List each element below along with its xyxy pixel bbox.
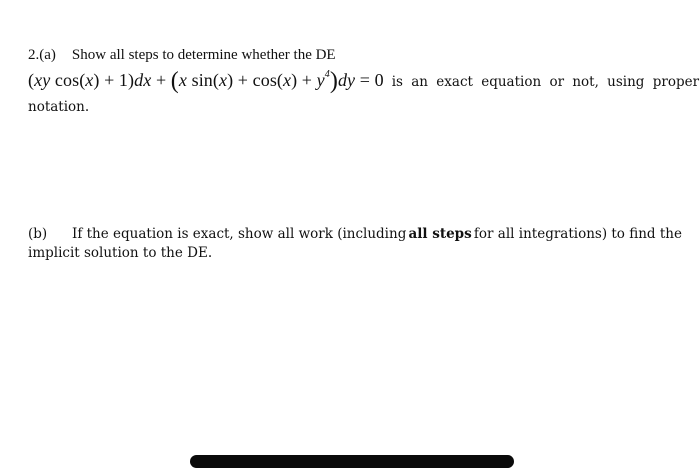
part-a-intro: Show all steps to determine whether the DE xyxy=(71,47,336,63)
part-a-end: notation. xyxy=(28,99,90,115)
part-a-heading xyxy=(28,47,336,64)
part-b-label: (b) xyxy=(28,226,48,242)
part-b-bold: all steps xyxy=(408,226,472,242)
part-b-text-3: implicit solution to the DE. xyxy=(28,245,213,261)
home-indicator[interactable] xyxy=(190,455,514,468)
part-a-label: 2.(a) xyxy=(28,47,56,63)
equation-line xyxy=(28,68,700,94)
part-b xyxy=(28,225,682,263)
differential-equation: (xy cos(x) + 1)dx + (x $\sin(x) + \cos(x) + y^4)dy = 0$ xyxy=(28,68,384,94)
part-b-text-1: If the equation is exact, show all work (including xyxy=(72,226,407,242)
part-b-text-2: for all integrations) to find the xyxy=(473,226,682,242)
part-a-question-text: is an exact equation or not, using proper xyxy=(391,74,700,90)
